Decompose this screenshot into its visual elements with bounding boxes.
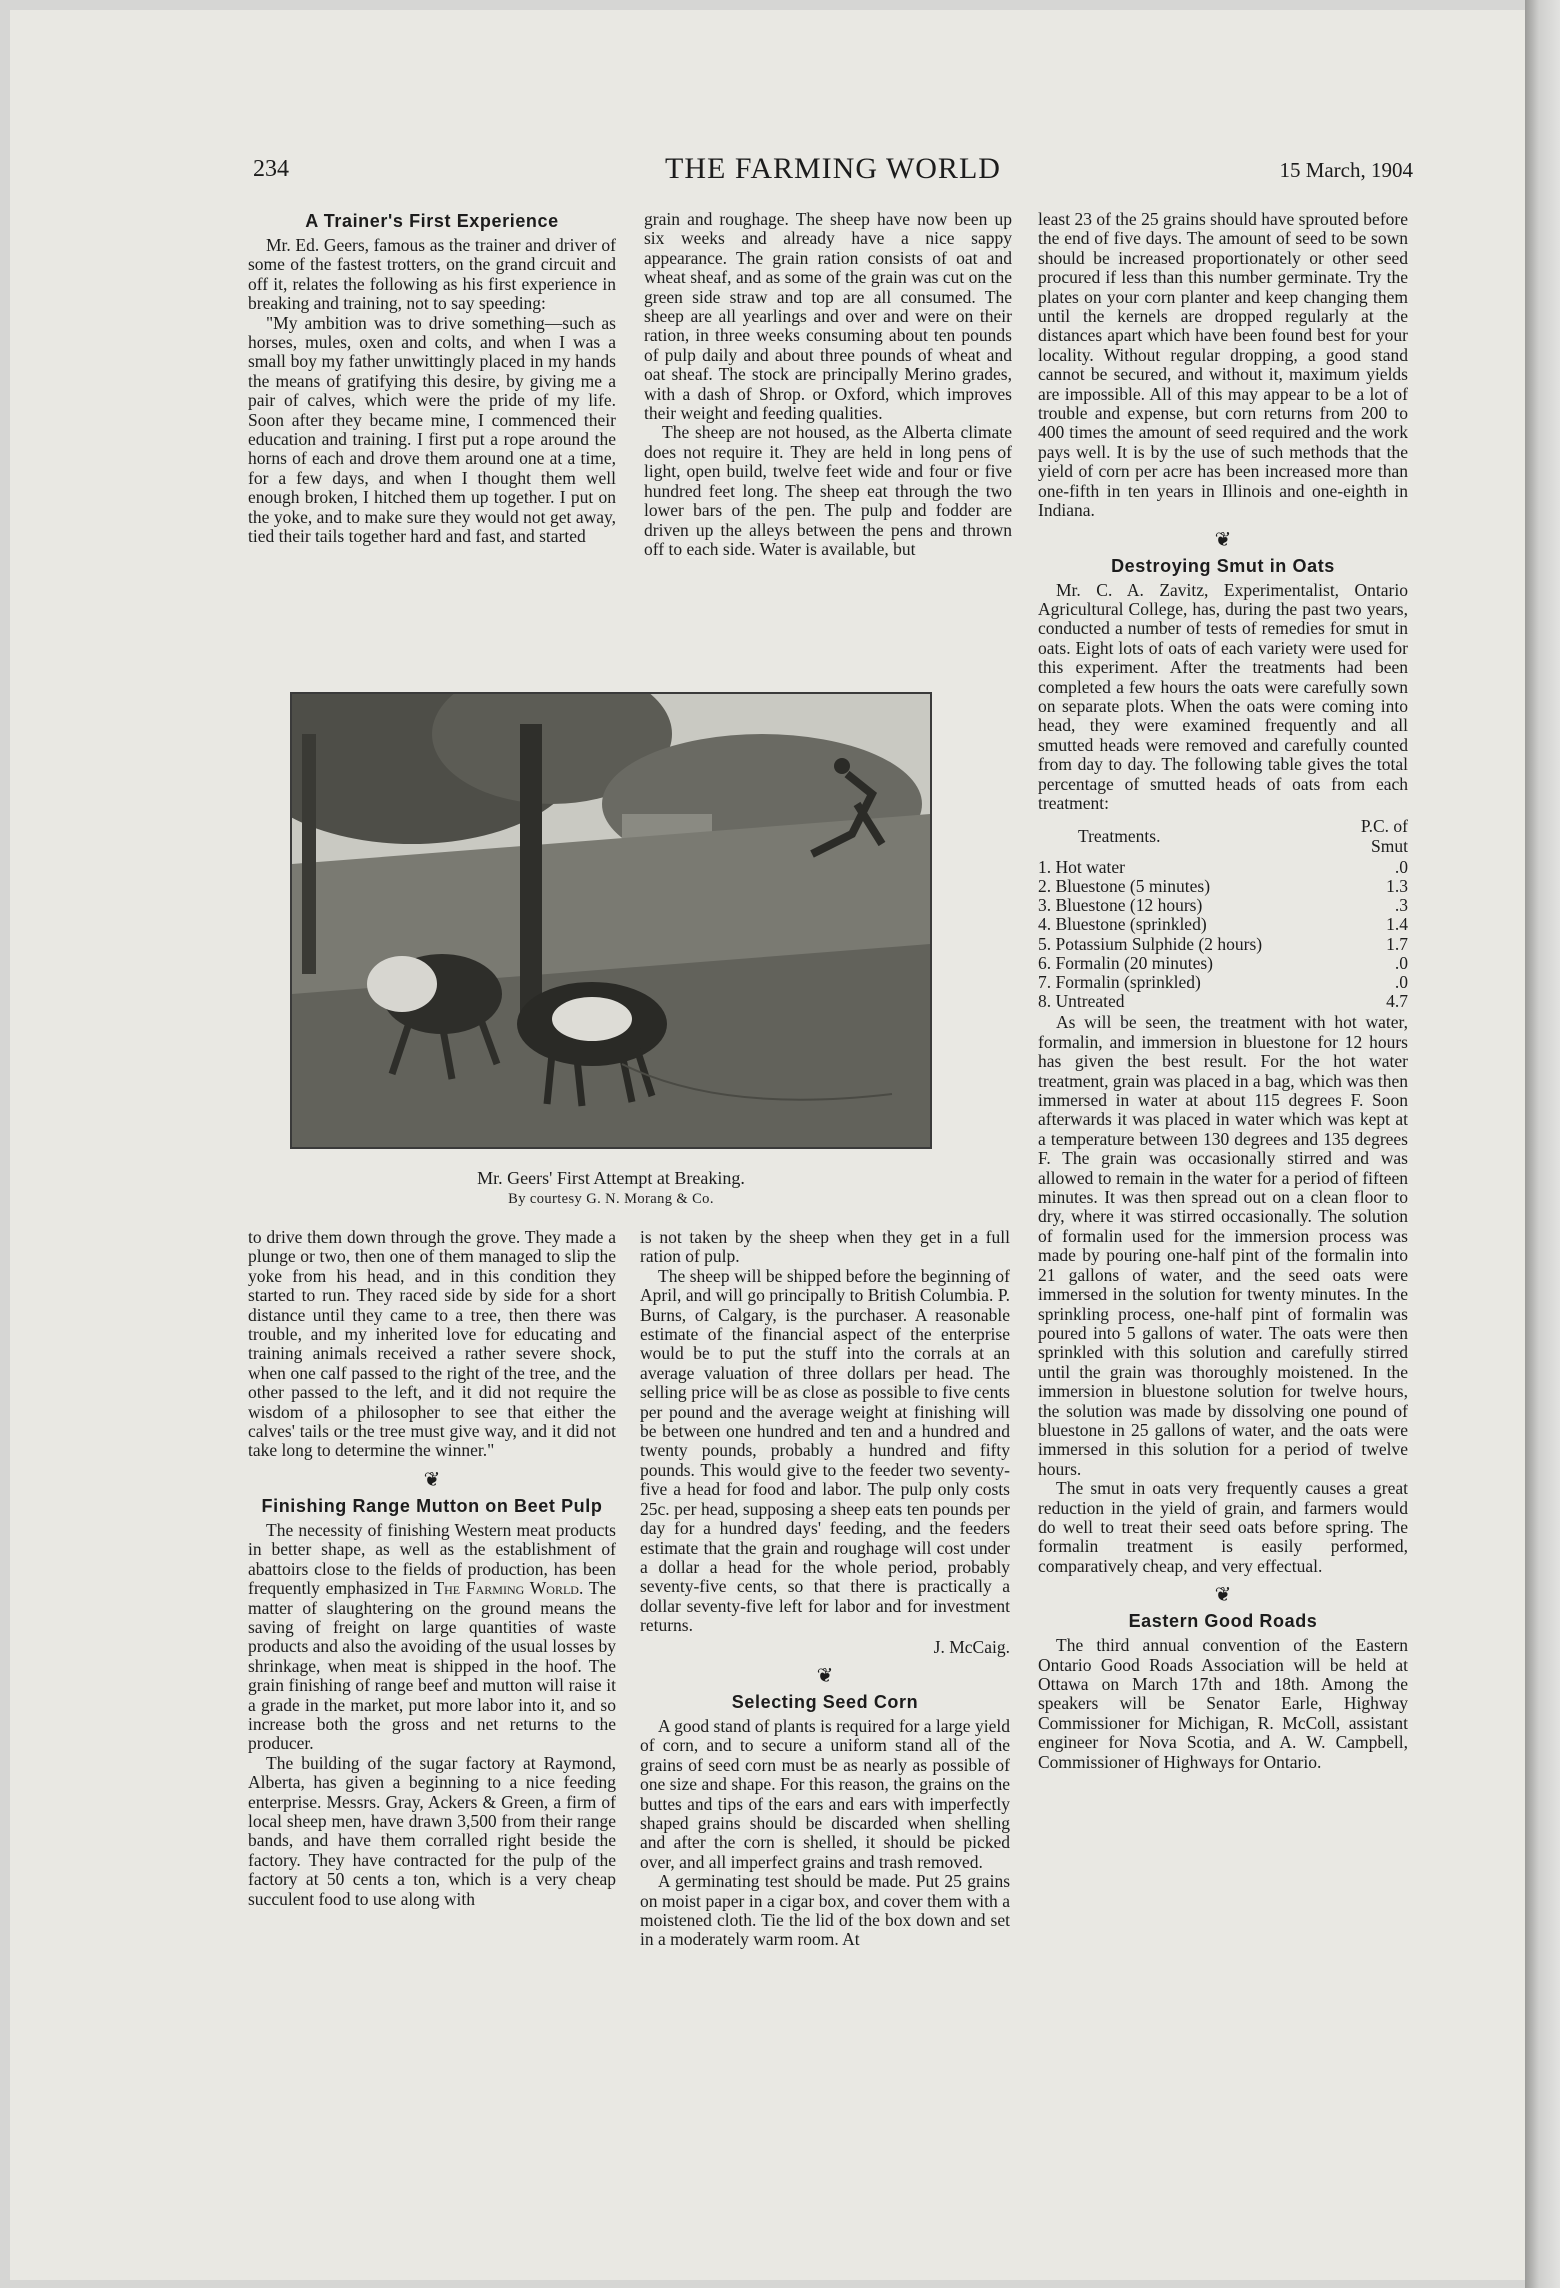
paragraph: least 23 of the 25 grains should have sprouted before the end of five days. The amount of seed to be sown should be increased proportionately or other seed procured if less than this number germinate. Try the plates on your corn planter and keep changing them until the kernels are dropped regularly at the distances apart which have been found best for your locality. Without regular dropping, a good stand cannot be secured, and without it, maximum yields are impossible. All of this may appear to be a lot of trouble and expense, but corn returns from 200 to 400 times the amount of seed required and the work pays well. It is by the use of such methods that the yield of corn per acre has been increased more than one-fifth in ten years in Illinois and one-eighth in Indiana. bbox=[1038, 209, 1408, 521]
smut-table bbox=[1038, 817, 1408, 1011]
table-row bbox=[1038, 935, 1408, 954]
table-header-percent: P.C. of Smut bbox=[1360, 816, 1408, 856]
leaf-ornament-icon: ❦ bbox=[1214, 528, 1232, 551]
paragraph bbox=[248, 1521, 616, 1754]
article-title-mutton: Finishing Range Mutton on Beet Pulp bbox=[261, 1495, 603, 1516]
paragraph: A good stand of plants is required for a large yield of corn, and to secure a uniform stand all of the grains of seed corn must be as nearly as possible of one size and shape. For this reason, the grains on the buttes and tips of the ears and ears with imperfectly shaped grains should be discarded when shelling and after the corn is shelled, it should be picked over, and all imperfect grains and trash removed. bbox=[640, 1715, 1010, 1872]
table-row bbox=[1038, 954, 1408, 973]
leaf-ornament-icon: ❦ bbox=[816, 1664, 834, 1687]
leaf-ornament-icon: ❦ bbox=[1214, 1584, 1232, 1607]
paragraph: to drive them down through the grove. They made a plunge or two, then one of them managed to slip the yoke from his head, and in this condition they started to run. They raced side by side for a short distance until they came to a tree, then there was trouble, and my inherited love for educating and training animals received a rather severe shock, when one calf passed to the right of the tree, and the other passed to the left, and it did not require the wisdom of a philosopher to see that either the calves' tails or the tree must give way, and it did not take long to determine the winner." bbox=[248, 1227, 616, 1461]
treatment-label: 3. Bluestone (12 hours) bbox=[1038, 896, 1203, 916]
smut-percent: 1.7 bbox=[1386, 933, 1408, 954]
table-row bbox=[1038, 973, 1408, 992]
treatment-label: 5. Potassium Sulphide (2 hours) bbox=[1038, 934, 1263, 954]
paragraph: Mr. C. A. Zavitz, Experimentalist, Ontario Agricultural College, has, during the past two years, conducted a number of tests of remedies for smut in oats. Eight lots of oats of each variety were used for this experiment. After the treatments had been completed a few hours the oats were carefully sown on separate plots. When the oats were coming into head, they were examined frequently and all smutted heads were removed and carefully counted from day to day. The following table gives the total percentage of smutted heads of oats from each treatment: bbox=[1038, 579, 1408, 813]
article-title-smut: Destroying Smut in Oats bbox=[1111, 555, 1335, 576]
article-title-roads: Eastern Good Roads bbox=[1128, 1611, 1318, 1632]
paragraph: A germinating test should be made. Put 25 grains on moist paper in a cigar box, and cover them with a moistened cloth. Tie the lid of the box down and set in a moderately warm room. At bbox=[640, 1871, 1010, 1950]
table-row bbox=[1038, 915, 1408, 934]
treatment-label: 7. Formalin (sprinkled) bbox=[1038, 973, 1201, 992]
table-header-row bbox=[1038, 817, 1408, 857]
table-row bbox=[1038, 992, 1408, 1011]
smut-percent: .0 bbox=[1394, 856, 1408, 877]
treatment-label: 6. Formalin (20 minutes) bbox=[1038, 953, 1213, 973]
column-2-bottom bbox=[640, 1228, 1010, 1950]
leaf-ornament-icon: ❦ bbox=[423, 1468, 441, 1491]
smut-percent: .0 bbox=[1394, 972, 1408, 992]
caption-credit: By courtesy G. N. Morang & Co. bbox=[508, 1191, 714, 1207]
treatment-label: 2. Bluestone (5 minutes) bbox=[1038, 876, 1211, 896]
table-row bbox=[1038, 858, 1408, 877]
illustration-drawing bbox=[292, 694, 930, 1147]
table-header-treatments: Treatments. bbox=[1078, 825, 1161, 846]
smut-percent: .3 bbox=[1394, 895, 1408, 916]
figure-caption bbox=[290, 1168, 932, 1210]
treatment-label: 4. Bluestone (sprinkled) bbox=[1038, 915, 1207, 935]
paragraph: grain and roughage. The sheep have now been up six weeks and already have a nice sappy appearance. The grain ration consists of oat and wheat sheaf, and as some of the grain was cut on the green side straw and top are all consumed. The sheep are all yearlings and over and were on their ration, in three weeks consuming about ten pounds of pulp daily and about three pounds of wheat and oat sheaf. The stock are principally Merino grades, with a dash of Shrop. or Oxford, which improves their weight and feeding qualities. bbox=[644, 209, 1012, 424]
smut-percent: 1.3 bbox=[1386, 875, 1408, 896]
caption-text: Mr. Geers' First Attempt at Breaking. bbox=[477, 1168, 745, 1188]
smut-percent: .0 bbox=[1394, 952, 1408, 973]
paragraph: The sheep will be shipped before the beginning of April, and will go principally to British Columbia. P. Burns, of Calgary, is the purchaser. A reasonable estimate of the financial aspect of the enterprise would be to put the stuff into the corrals at an average valuation of three dollars per head. The selling price will be as close as possible to five cents per pound and the average weight at finishing will be between one hundred and ten and a hundred and twenty pounds, probably a hundred and fifty pounds. This would give to the feeder two seventy-five a head for food and labor. The pulp only costs 25c. per head, supposing a sheep eats ten pounds per day for a hundred days' feeding, and the feeders estimate that the grain and roughage will cost under a dollar a head for the whole period, probably seventy-five cents, so that there is practically a dollar seventy-five left for labor and for investment returns. bbox=[640, 1265, 1010, 1636]
page-number: 234 bbox=[253, 156, 289, 182]
paragraph: "My ambition was to drive something—such as horses, mules, oxen and colts, and when I was a small boy my father unwittingly placed in my hands the means of gratifying this desire, by giving me a pair of calves, which were the pride of my life. Soon after they became mine, I commenced their education and training. I first put a rope around the horns of each and drove them around one at a time, for a few days, and when I thought them well enough broken, I hitched them up together. I put on the yoke, and to make sure they would not get away, tied their tails together hard and fast, and started bbox=[248, 312, 616, 547]
table-row bbox=[1038, 896, 1408, 915]
paragraph: The smut in oats very frequently causes a great reduction in the yield of grain, and farmers would do well to treat their seed oats before spring. The formalin treatment is easily performed, comparatively cheap, and very effectual. bbox=[1038, 1478, 1408, 1576]
paragraph: As will be seen, the treatment with hot water, formalin, and immersion in bluestone for 12 hours has given the best result. For the hot water treatment, grain was placed in a bag, which was then immersed in water at about 115 degrees F. Soon afterwards it was placed in water which was kept at a temperature between 130 degrees and 135 degrees F. The grain was occasionally stirred and was allowed to remain in the water for a period of fifteen minutes. It was then spread out on a clean floor to dry, where it was stirred occasionally. The solution of formalin used for the immersion process was made by pouring one-half pint of the formalin into 21 gallons of water, and the seed oats were immersed in the solution for twenty minutes. In the sprinkling process, one-half pint of formalin was poured into 5 gallons of water. The oats were then sprinkled with this solution and carefully stirred until the grain was thoroughly moistened. In the immersion in bluestone solution for twelve hours, the solution was made by dissolving one pound of bluestone in 25 gallons of water, and the oats were immersed in this solution for a period of twelve hours. bbox=[1038, 1012, 1408, 1479]
column-1-bottom bbox=[248, 1228, 616, 1909]
text-run: The necessity of finishing Western meat products in better shape, as well as the establishment of abattoirs close to the fields of production, has been frequently emphasized in bbox=[248, 1519, 616, 1599]
smut-percent: 1.4 bbox=[1386, 914, 1408, 935]
smut-percent: 4.7 bbox=[1386, 991, 1408, 1012]
treatment-label: 1. Hot water bbox=[1038, 857, 1125, 877]
page-header bbox=[253, 152, 1413, 192]
paragraph: is not taken by the sheep when they get in a full ration of pulp. bbox=[640, 1227, 1010, 1267]
article-title-seed-corn: Selecting Seed Corn bbox=[731, 1691, 919, 1712]
newspaper-page bbox=[10, 10, 1525, 2280]
table-row bbox=[1038, 877, 1408, 896]
column-1-top bbox=[248, 210, 616, 547]
issue-date: 15 March, 1904 bbox=[1279, 158, 1413, 182]
publication-name: The Farming World. bbox=[433, 1578, 584, 1599]
paragraph: The sheep are not housed, as the Alberta climate does not require it. They are held in long pens of light, open build, twelve feet wide and four or five hundred feet long. The sheep eat through the two lower bars of the pen. The pulp and fodder are driven up the alleys between the pens and thrown off to each side. Water is available, but bbox=[644, 422, 1012, 559]
masthead: THE FARMING WORLD bbox=[665, 152, 1001, 185]
scan-edge bbox=[1525, 0, 1560, 2288]
article-title-trainer: A Trainer's First Experience bbox=[305, 211, 559, 231]
paragraph: The third annual convention of the Eastern Ontario Good Roads Association will be held at Ottawa on March 17th and 18th. Among the speakers will be Senator Earle, Highway Commissioner for Michigan, R. McColl, assistant engineer for Nova Scotia, and A. W. Campbell, Commissioner of Highways for Ontario. bbox=[1038, 1635, 1408, 1772]
column-3 bbox=[1038, 210, 1408, 1772]
column-2-top bbox=[644, 210, 1012, 559]
paragraph: Mr. Ed. Geers, famous as the trainer and driver of some of the fastest trotters, on the grand circuit and off it, relates the following as his first experience in breaking and training, not to say speeding: bbox=[248, 235, 616, 314]
treatment-label: 8. Untreated bbox=[1038, 992, 1125, 1012]
text-run: The matter of slaughtering on the ground means the saving of freight on large quantities of waste products and also the avoiding of the usual losses by shrinkage, when meat is shipped in the hoof. The grain finishing of range beef and mutton will raise it a grade in the market, put more labor into it, and so increase both the gross and net returns to the producer. bbox=[248, 1578, 616, 1754]
author-signature: J. McCaig. bbox=[933, 1636, 1010, 1657]
paragraph: The building of the sugar factory at Raymond, Alberta, has given a beginning to a nice feeding enterprise. Messrs. Gray, Ackers & Green, a firm of local sheep men, have drawn 3,500 from their range bands, and have them corralled right beside the factory. They have contracted for the pulp of the factory at 50 cents a ton, which is a very cheap succulent food to use along with bbox=[248, 1752, 616, 1909]
illustration-calves bbox=[290, 692, 932, 1149]
